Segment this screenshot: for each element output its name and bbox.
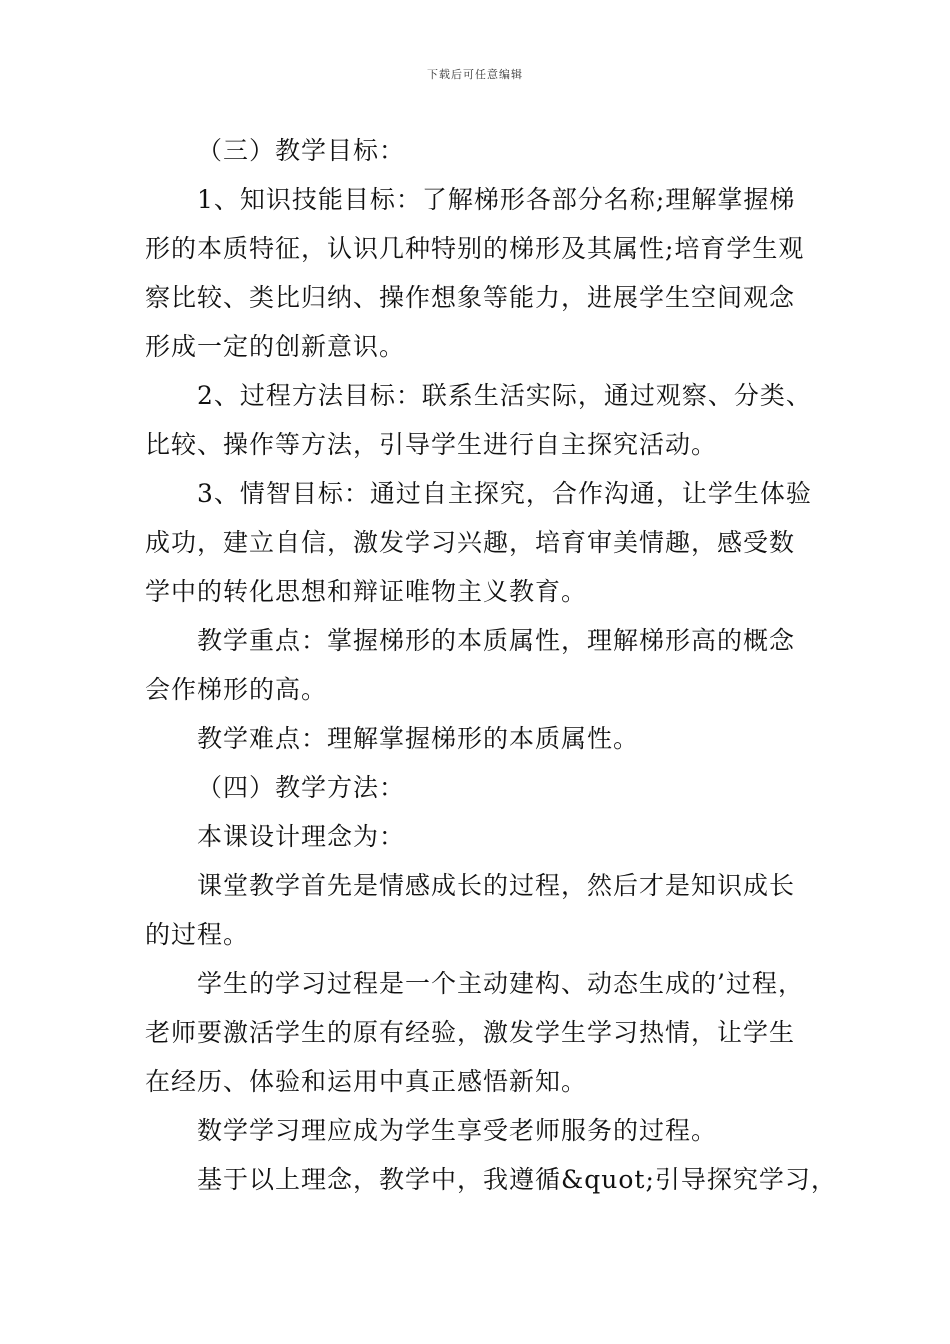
paragraph-line: 3、情智目标：通过自主探究，合作沟通，让学生体验 (197, 479, 812, 508)
paragraph-line: 数学学习理应成为学生享受老师服务的过程。 (197, 1116, 718, 1145)
paragraph-line: 1、知识技能目标：了解梯形各部分名称;理解掌握梯 (197, 185, 796, 214)
document-body (145, 126, 837, 1204)
paragraph-line: 本课设计理念为： (197, 822, 406, 851)
paragraph-line: 课堂教学首先是情感成长的过程，然后才是知识成长 (197, 871, 796, 900)
paragraph-line: 学中的转化思想和辩证唯物主义教育。 (145, 577, 588, 606)
paragraph-line: 会作梯形的高。 (145, 675, 328, 704)
paragraph-line: 的过程。 (145, 920, 250, 949)
paragraph-line: 察比较、类比归纳、操作想象等能力，进展学生空间观念 (145, 283, 796, 312)
paragraph-line: 形的本质特征，认识几种特别的梯形及其属性;培育学生观 (145, 234, 805, 263)
paragraph-line: 老师要激活学生的原有经验，激发学生学习热情，让学生 (145, 1018, 796, 1047)
paragraph-line: 比较、操作等方法，引导学生进行自主探究活动。 (145, 430, 718, 459)
paragraph-line: 基于以上理念，教学中，我遵循&quot;引导探究学习， (197, 1165, 837, 1194)
paragraph-line: 教学重点：掌握梯形的本质属性，理解梯形高的概念 (197, 626, 796, 655)
paragraph-line: 2、过程方法目标：联系生活实际，通过观察、分类、 (197, 381, 812, 410)
paragraph-line: 在经历、体验和运用中真正感悟新知。 (145, 1067, 588, 1096)
paragraph-line: 教学难点：理解掌握梯形的本质属性。 (197, 724, 640, 753)
section-heading-methods: （四）教学方法： (197, 773, 406, 802)
paragraph-line: 成功，建立自信，激发学习兴趣，培育审美情趣，感受数 (145, 528, 796, 557)
paragraph-line: 形成一定的创新意识。 (145, 332, 406, 361)
paragraph-line: 学生的学习过程是一个主动建构、动态生成的’过程， (197, 969, 804, 998)
section-heading-objectives: （三）教学目标： (197, 136, 406, 165)
page-header: 下载后可任意编辑 (427, 68, 523, 81)
